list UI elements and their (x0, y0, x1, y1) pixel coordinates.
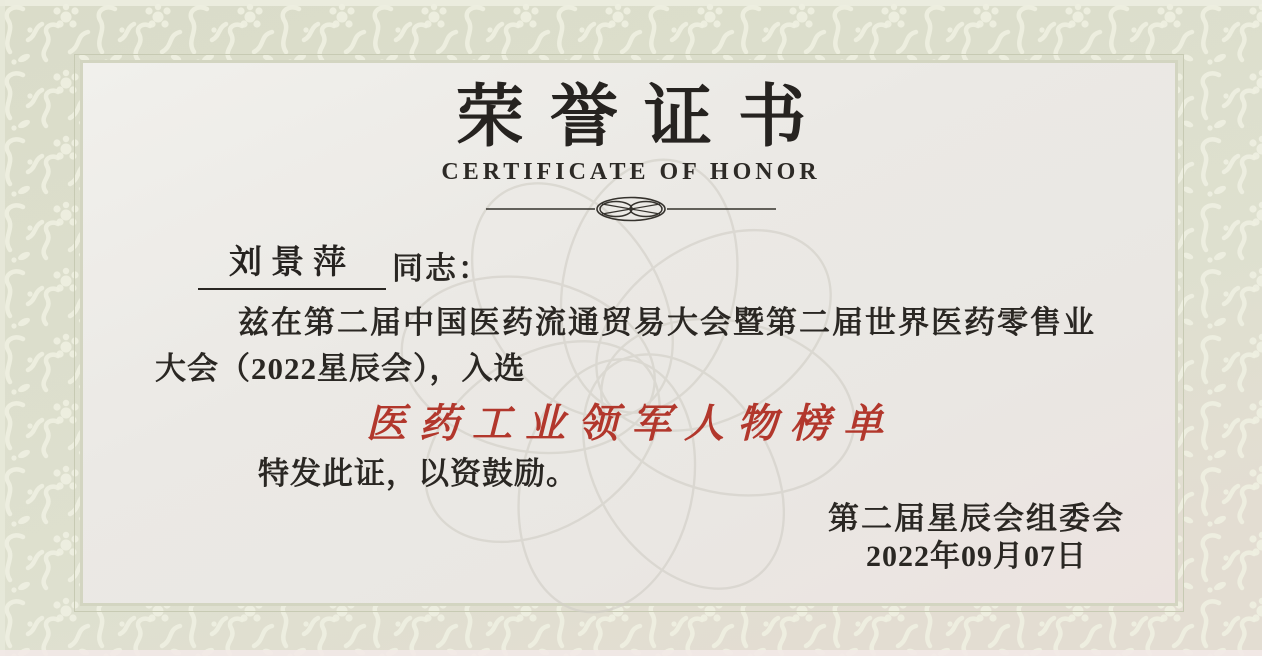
infinity-knot-ornament (486, 196, 776, 222)
recipient-row (198, 236, 491, 290)
recipient-name: 刘景萍 (198, 236, 386, 290)
body-line-2: 大会（2022星辰会），入选 (155, 351, 526, 386)
award-title: 医药工业领军人物榜单 (366, 401, 896, 446)
certificate-subtitle: CERTIFICATE OF HONOR (441, 159, 821, 185)
closing-line: 特发此证，以资鼓励。 (258, 456, 578, 491)
issue-date: 2022年09月07日 (866, 539, 1087, 573)
issuer-name: 第二届星辰会组委会 (828, 501, 1125, 536)
divider (0, 196, 1262, 227)
recipient-salutation: 同志： (392, 251, 491, 286)
signature-block (828, 501, 1125, 575)
certificate-title: 荣誉证书 (455, 79, 832, 155)
body-line-1: 兹在第二届中国医药流通贸易大会暨第二届世界医药零售业 (238, 305, 1096, 340)
